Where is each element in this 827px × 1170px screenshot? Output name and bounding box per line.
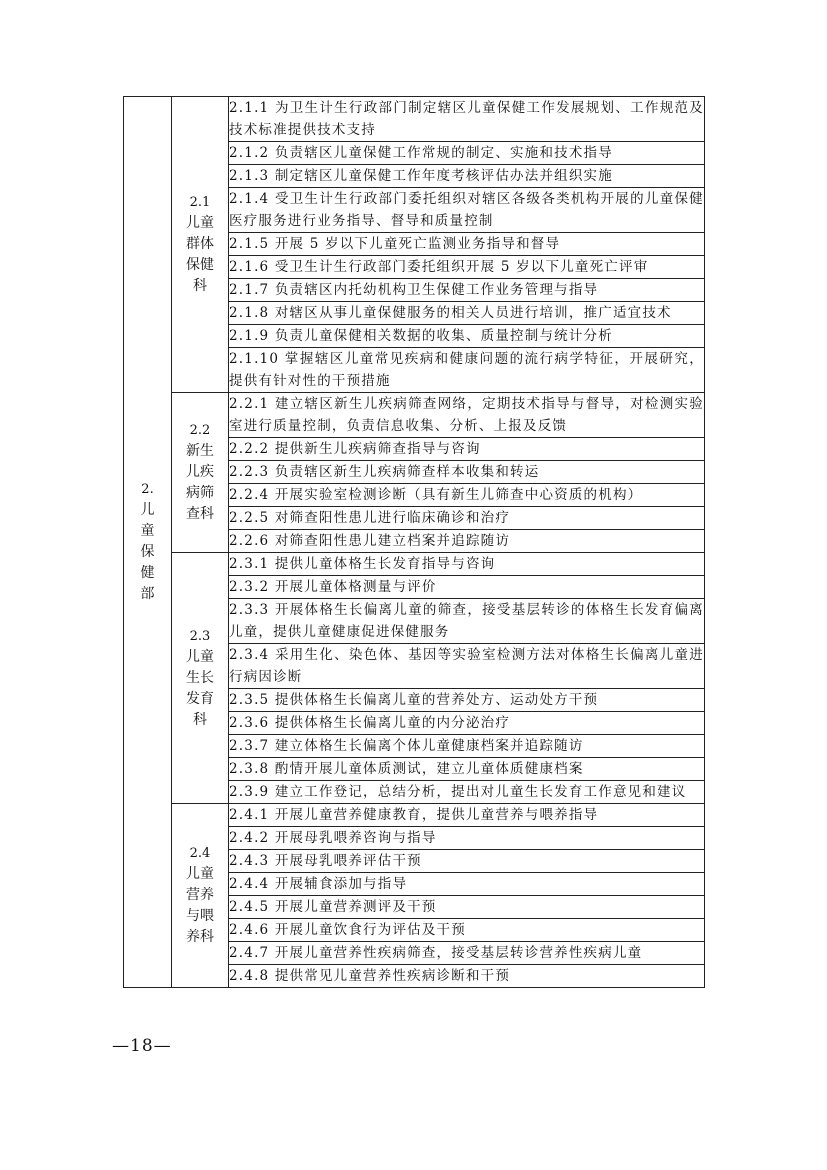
duty-item: 2.4.5 开展儿童营养测评及干预 [229, 896, 705, 919]
section-name-part: 发育 [186, 690, 214, 707]
section-cell [172, 804, 229, 988]
duty-item: 2.4.1 开展儿童营养健康教育，提供儿童营养与喂养指导 [229, 804, 705, 827]
section-name-part: 儿疾 [186, 464, 214, 480]
section-name-part: 查科 [186, 506, 214, 522]
duty-item: 2.4.8 提供常见儿童营养性疾病诊断和干预 [229, 965, 705, 988]
duty-item: 2.3.5 提供体格生长偏离儿童的营养处方、运动处方干预 [229, 689, 705, 712]
department-name-char: 部 [140, 586, 155, 602]
section-name-part: 儿童 [186, 866, 214, 882]
section-name-part: 群体 [186, 236, 214, 252]
duty-item: 2.4.4 开展辅食添加与指导 [229, 873, 705, 896]
duty-item: 2.1.8 对辖区从事儿童保健服务的相关人员进行培训，推广适宜技术 [229, 302, 705, 325]
section-name-part: 生长 [186, 669, 214, 686]
duty-item: 2.3.2 开展儿童体格测量与评价 [229, 576, 705, 599]
section-name-part: 病筛 [186, 485, 214, 501]
section-cell [172, 393, 229, 553]
section-number: 2.2 [189, 423, 211, 438]
section-name-part: 儿童 [186, 648, 214, 665]
department-name-char: 童 [140, 523, 155, 539]
duty-item: 2.1.10 掌握辖区儿童常见疾病和健康问题的流行病学特征，开展研究，提供有针对性的干预措施 [229, 348, 705, 393]
duty-item: 2.1.6 受卫生计生行政部门委托组织开展 5 岁以下儿童死亡评审 [229, 256, 705, 279]
duty-item: 2.1.1 为卫生计生行政部门制定辖区儿童保健工作发展规划、工作规范及技术标准提供技术支持 [229, 97, 705, 142]
section-name-part: 新生 [186, 443, 214, 459]
duty-item: 2.3.8 酌情开展儿童体质测试，建立儿童体质健康档案 [229, 758, 705, 781]
section-name-part: 保健 [186, 257, 214, 273]
duty-item: 2.1.7 负责辖区内托幼机构卫生保健工作业务管理与指导 [229, 279, 705, 302]
duty-item: 2.1.5 开展 5 岁以下儿童死亡监测业务指导和督导 [229, 233, 705, 256]
section-number: 2.3 [189, 628, 211, 644]
page-number: —18— [112, 1036, 172, 1056]
duty-item: 2.4.7 开展儿童营养性疾病筛查，接受基层转诊营养性疾病儿童 [229, 942, 705, 965]
section-name-part: 营养 [186, 887, 214, 903]
section-cell [172, 97, 229, 393]
duty-item: 2.3.9 建立工作登记，总结分析，提出对儿童生长发育工作意见和建议 [229, 781, 705, 804]
section-number: 2.4 [189, 846, 211, 861]
duty-item: 2.3.7 建立体格生长偏离个体儿童健康档案并追踪随访 [229, 735, 705, 758]
duty-item: 2.3.6 提供体格生长偏离儿童的内分泌治疗 [229, 712, 705, 735]
section-name-part: 养科 [186, 929, 214, 945]
duty-item: 2.2.3 负责辖区新生儿疾病筛查样本收集和转运 [229, 461, 705, 484]
table-row [124, 804, 705, 827]
duty-table [123, 96, 705, 988]
duty-item: 2.2.2 提供新生儿疾病筛查指导与咨询 [229, 438, 705, 461]
section-name-part: 科 [193, 711, 207, 728]
table-row [124, 393, 705, 438]
section-cell [172, 553, 229, 804]
department-number: 2. [141, 482, 154, 497]
duty-item: 2.1.2 负责辖区儿童保健工作常规的制定、实施和技术指导 [229, 142, 705, 165]
department-name-char: 健 [140, 565, 155, 581]
duty-item: 2.2.4 开展实验室检测诊断（具有新生儿筛查中心资质的机构） [229, 484, 705, 507]
duty-item: 2.1.4 受卫生计生行政部门委托组织对辖区各级各类机构开展的儿童保健医疗服务进行业务指导、督导和质量控制 [229, 188, 705, 233]
duty-item: 2.3.4 采用生化、染色体、基因等实验室检测方法对体格生长偏离儿童进行病因诊断 [229, 644, 705, 689]
duty-item: 2.4.2 开展母乳喂养咨询与指导 [229, 827, 705, 850]
duty-item: 2.2.5 对筛查阳性患儿进行临床确诊和治疗 [229, 507, 705, 530]
section-name-part: 儿童 [186, 215, 214, 231]
section-number: 2.1 [189, 195, 211, 210]
department-name-char: 儿 [140, 502, 155, 518]
table-row [124, 553, 705, 576]
duty-item: 2.1.9 负责儿童保健相关数据的收集、质量控制与统计分析 [229, 325, 705, 348]
duty-item: 2.2.6 对筛查阳性患儿建立档案并追踪随访 [229, 530, 705, 553]
section-name-part: 科 [193, 278, 207, 294]
department-name-char: 保 [140, 544, 155, 560]
duty-item: 2.1.3 制定辖区儿童保健工作年度考核评估办法并组织实施 [229, 165, 705, 188]
duty-item: 2.3.3 开展体格生长偏离儿童的筛查，接受基层转诊的体格生长发育偏离儿童，提供儿童健康促进保健服务 [229, 599, 705, 644]
duty-item: 2.2.1 建立辖区新生儿疾病筛查网络，定期技术指导与督导，对检测实验室进行质量控制，负责信息收集、分析、上报及反馈 [229, 393, 705, 438]
duty-item: 2.4.6 开展儿童饮食行为评估及干预 [229, 919, 705, 942]
section-name-part: 与喂 [186, 908, 214, 924]
duty-item: 2.3.1 提供儿童体格生长发育指导与咨询 [229, 553, 705, 576]
department-cell [124, 97, 172, 988]
table-row [124, 97, 705, 142]
duty-item: 2.4.3 开展母乳喂养评估干预 [229, 850, 705, 873]
